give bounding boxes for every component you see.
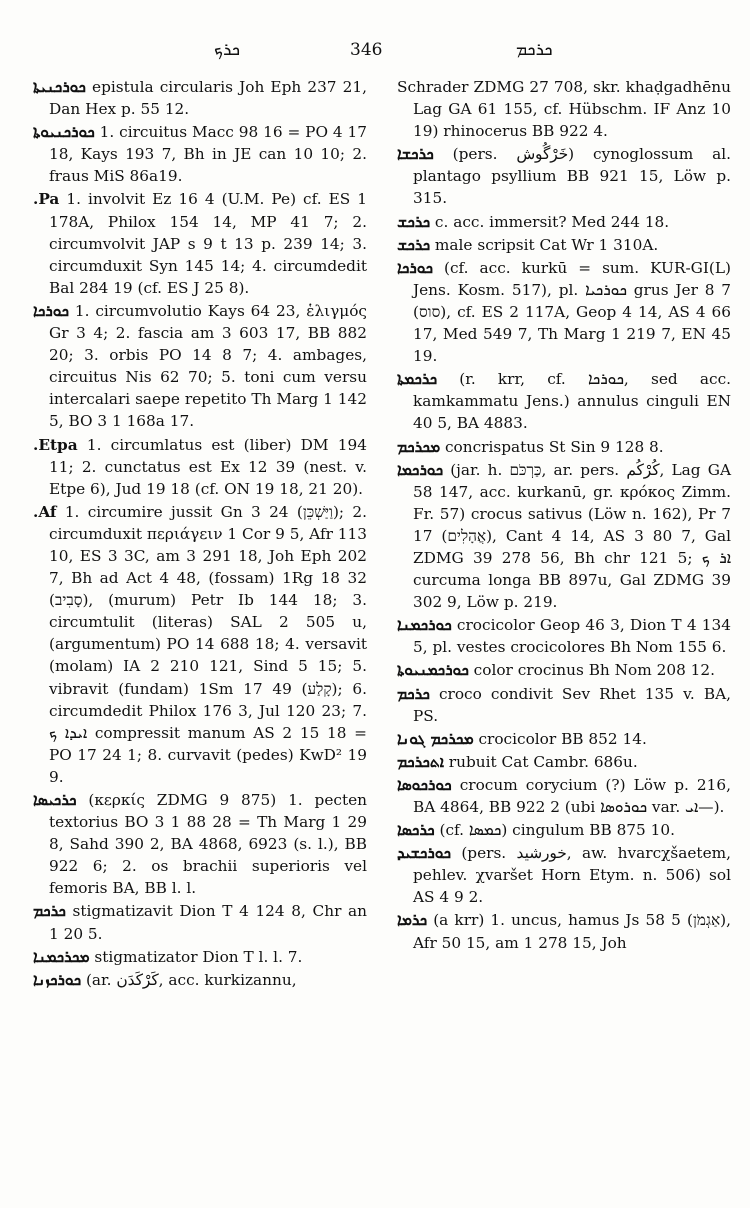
entry-headword: ܟܘܪܟܘܣܐ — [397, 775, 452, 794]
entry — [397, 774, 731, 818]
entry-text: (ar. كَرْكَدَن, acc. kurkizannu, — [85, 970, 297, 989]
entry-headword: ܡܟܪܟܡܢܐ — [33, 947, 90, 966]
entry-text: (cf. acc. kurkū = sum. KUR-GI(L) Jens. Kosm. 517), pl. ܟܘܪܟܝܐ grus Jer 8 7 (סוס), cf. ES 2 117A, Geop 4 14, AS 4 66 17, Med 549 7, Th Marg 1 219 7, EN 45 19. — [413, 258, 731, 366]
page-number: 346 — [350, 40, 383, 60]
entry — [397, 459, 731, 614]
entry-text: crocicolor BB 852 14. — [478, 729, 647, 748]
right-column — [397, 76, 731, 955]
entry — [397, 659, 731, 681]
entry — [33, 969, 367, 991]
entry — [33, 188, 367, 298]
entry — [33, 946, 367, 968]
entry — [397, 728, 731, 750]
entry — [397, 234, 731, 256]
entry — [33, 121, 367, 187]
entry-headword: ܟܘܪܟܡܢܐ — [397, 616, 452, 635]
entry-headword: ܟܪܟܡܬܐ — [397, 370, 438, 389]
entry-headword: ܟܘܪܟܡܢܝܘܬܐ — [397, 661, 469, 680]
entry-headword: ܟܪܟܫ — [397, 235, 431, 254]
entry — [397, 614, 731, 658]
entry-headword: ܟܘܪܟܙܢܐ — [33, 970, 82, 989]
entry-headword: ܟܘܪܟܫܝܕ — [397, 844, 451, 863]
entry-text: rubuit Cat Cambr. 686u. — [448, 752, 638, 771]
entry-headword: ܟܪܟܝܣܐ — [33, 791, 77, 809]
entry-text: stigmatizator Dion T l. l. 7. — [94, 947, 303, 966]
entry-text: crocum corycium (?) Löw p. 216, BA 4864, BB 922 2 (ubi ܟܘܪܘܣܐ var. ܐܝ—). — [413, 775, 731, 816]
entry-text: 1. circumvolutio Kays 64 23, ἑλιγμός Gr 3 4; 2. fascia am 3 603 17, BB 882 20; 3. orbis PO 14 8 7; 4. ambages, circuitus Nis 62 70; 5. toni cum versu intercalari saepe repetito Th Marg 1 142 5, BO 3 1 168a 17. — [49, 301, 367, 431]
left-column — [33, 76, 367, 992]
entry — [33, 789, 367, 899]
entry-text: color crocinus Bh Nom 208 12. — [473, 661, 715, 680]
entry-text: c. acc. immersit? Med 244 18. — [434, 212, 670, 231]
entry-text: male scripsit Cat Wr 1 310A. — [434, 235, 659, 254]
entry-headword: ܟܪܡܐ — [397, 911, 428, 930]
entry-headword: Etpa. — [33, 435, 78, 454]
entry-text: 1. involvit Ez 16 4 (U.M. Pe) cf. ES 1 178A, Philox 154 14, MP 41 7; 2. circumvolvit JAP s 9 t 13 p. 239 14; 3. circumduxit Syn 145 14; 4. circumdedit Bal 284 19 (cf. ES J 25 8). — [49, 190, 367, 297]
entry-headword: ܟܪܟܫ — [397, 212, 431, 231]
running-head-left: ܟܪܟ — [214, 40, 241, 60]
entry — [397, 143, 731, 209]
entry-text: 1. circumlatus est (liber) DM 194 11; 2. cunctatus est Ex 12 39 (nest. v. Etpe 6), Jud 19 18 (cf. ON 19 18, 21 20). — [49, 435, 367, 498]
entry-headword: ܟܪܟܡ — [397, 684, 430, 703]
entry — [33, 900, 367, 944]
running-head — [0, 40, 750, 70]
entry-text: epistula circularis Joh Eph 237 21, Dan Hex p. 55 12. — [49, 78, 367, 119]
entry-text: (jar. h. כַּרְכֹּם, ar. pers. كُرْكُم, Lag GA 58 147, acc. kurkanū, gr. κρόκος Zimm. Fr. 57) crocus sativus (Löw n. 162), Pr 7 17 (אֲהָלִים), Cant 4 14, AS 3 80 7, Gal ZDMG 39 278 56, Bh chr 121 5; ܐܪ ܟ curcuma longa BB 897u, Gal ZDMG 39 302 9, Löw p. 219. — [413, 460, 731, 612]
entry-headword: ܟܘܪܟܐ — [397, 258, 433, 277]
running-head-right: ܟܪܟܡ — [516, 40, 553, 60]
entry-headword: ܟܪܟܣܐ — [397, 821, 435, 840]
entry — [397, 842, 731, 908]
entry-text: 1. circuitus Macc 98 16 = PO 4 17 18, Kays 193 7, Bh in JE can 10 10; 2. fraus MiS 86a19. — [49, 123, 367, 186]
entry-headword: ܡܟܪܟܡ — [397, 437, 441, 456]
entry-headword: ܟܘܪܟܐ — [33, 301, 69, 320]
entry — [397, 909, 731, 953]
entry-headword: ܟܘܪܟܢܝܘܬܐ — [33, 123, 95, 142]
entry-text: Schrader ZDMG 27 708, skr. khaḍgadhēnu Lag GA 61 155, cf. Hübschm. IF Anz 10 19) rhinocerus BB 922 4. — [397, 78, 731, 141]
entry-text: (r. krr, cf. ܟܘܪܟܐ, sed acc. kamkammatu Jens.) annulus cinguli EN 40 5, BA 4883. — [413, 370, 732, 433]
entry-headword: ܐܬܟܪܟܡ — [397, 752, 444, 771]
entry-headword: Pa. — [33, 190, 60, 209]
entry — [397, 257, 731, 367]
entry-text: crocicolor Geop 46 3, Dion T 4 134 5, pl. vestes crocicolores Bh Nom 155 6. — [413, 616, 731, 657]
entry-headword: ܡܟܪܟܡ ܓܘܢܐ — [397, 729, 474, 748]
entry — [397, 751, 731, 773]
entry-text: (κερκίς ZDMG 9 875) 1. pecten textorius BO 3 1 88 28 = Th Marg 1 29 8, Sahd 390 2, BA 4868, 6923 (s. l.), BB 922 6; 2. os brachii superioris vel femoris BA, BB l. l. — [49, 791, 367, 898]
entry-headword: ܟܪܟܡ — [33, 902, 66, 921]
entry — [397, 76, 731, 142]
entry — [33, 501, 367, 788]
entry — [33, 300, 367, 433]
entry — [397, 211, 731, 233]
entry-headword: Af. — [33, 502, 57, 521]
entry — [397, 368, 731, 434]
entry-text: croco condivit Sev Rhet 135 v. BA, PS. — [413, 684, 731, 725]
entry-text: (a krr) 1. uncus, hamus Js 58 5 (אַגְמֹן), Afr 50 15, am 1 278 15, Joh — [413, 911, 731, 952]
entry-text: 1. circumire jussit Gn 3 24 (וַיַּשְׁכֵּן); 2. circumduxit περιάγειν 1 Cor 9 5, Afr 113 10, ES 3 3C, am 3 291 18, Joh Eph 202 7, Bh ad Act 4 48, (fossam) 1Rg 18 32 (סָבִיב), (murum) Petr Ib 144 18; 3. circumtulit (literas) SAL 2 505 u, (argumentum) PO 14 688 18; 4. versavit (molam) IA 2 210 121, Sind 5 15; 5. vibravit (fundam) 1Sm 17 49 (קָלַע); 6. circumdedit Philox 176 3, Jul 120 23; 7. ܐܝܕܐ ܟ compressit manum AS 2 15 18 = PO 17 24 1; 8. curvavit (pedes) KwD² 19 9. — [49, 502, 367, 786]
entry — [397, 683, 731, 727]
entry-text: concrispatus St Sin 9 128 8. — [444, 437, 664, 456]
entry — [397, 436, 731, 458]
entry-text: (pers. خَرْگُوش) cynoglossum al. plantago psyllium BB 921 15, Löw p. 315. — [413, 145, 731, 208]
entry-text: stigmatizavit Dion T 4 124 8, Chr an 1 20 5. — [49, 902, 367, 943]
entry — [397, 819, 731, 841]
entry-text: (cf. ܟܡܣܐ) cingulum BB 875 10. — [439, 821, 675, 840]
entry-headword: ܟܘܪܟܡܐ — [397, 460, 444, 479]
entry — [33, 76, 367, 120]
entry-headword: ܟܘܪܟܢܝܬܐ — [33, 78, 86, 96]
entry — [33, 434, 367, 500]
entry-headword: ܟܪܟܫܐ — [397, 145, 434, 164]
entry-text: (pers. خورشيد, aw. hvarcχšaetem, pehlev. χvaršet Horn Etym. n. 506) sol AS 4 9 2. — [413, 844, 731, 907]
